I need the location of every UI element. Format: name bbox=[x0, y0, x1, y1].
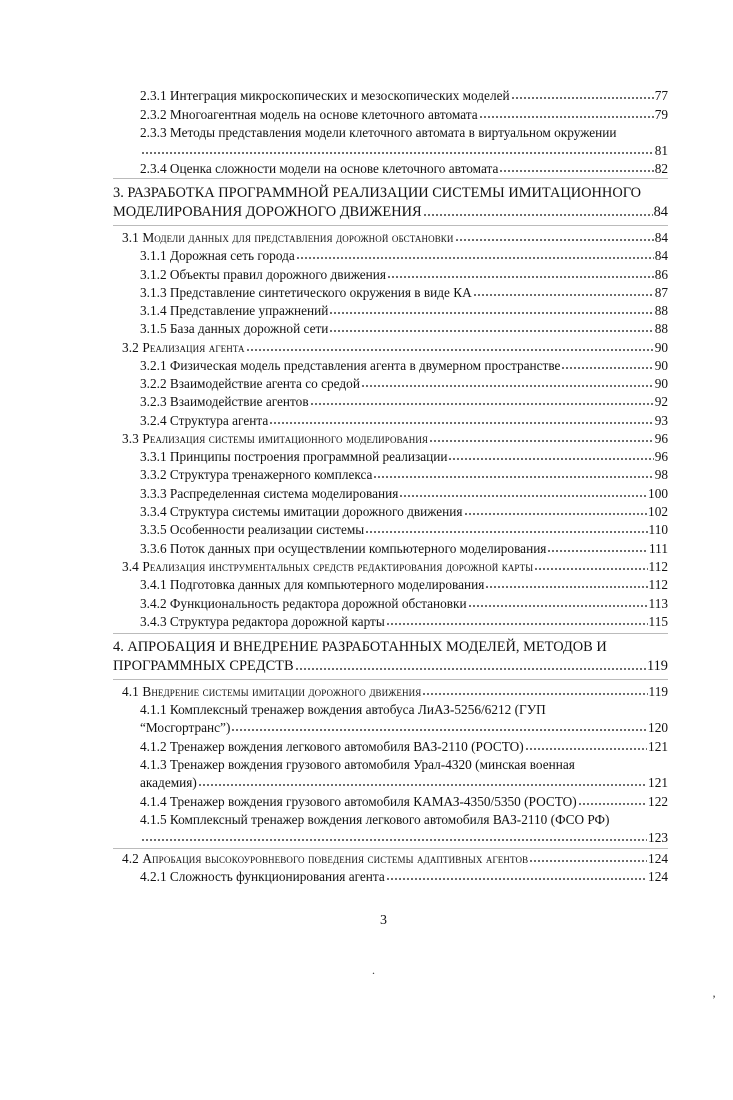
toc-entry[interactable] bbox=[140, 302, 668, 319]
toc-entry-page: 98 bbox=[654, 467, 668, 482]
toc-entry-page: 119 bbox=[646, 658, 668, 674]
toc-entry-title: 3.2.1 Физическая модель представления агента в двумерном пространстве bbox=[140, 358, 561, 373]
toc-entry-title: МОДЕЛИРОВАНИЯ ДОРОЖНОГО ДВИЖЕНИЯ bbox=[113, 204, 422, 220]
toc-entry-title: 3.3.3 Распределенная система моделирования bbox=[140, 486, 399, 501]
toc-entry-title: 3.1.5 База данных дорожной сети bbox=[140, 321, 329, 336]
toc-entry-page: 79 bbox=[654, 107, 668, 122]
toc-entry[interactable] bbox=[140, 774, 668, 791]
toc-entry[interactable] bbox=[140, 868, 668, 885]
toc-entry-page: 123 bbox=[648, 830, 668, 845]
toc-entry-title: 3.2.2 Взаимодействие агента со средой bbox=[140, 376, 360, 391]
section-separator bbox=[113, 679, 668, 680]
toc-entry[interactable] bbox=[140, 719, 668, 736]
toc-leader-dots bbox=[479, 115, 654, 119]
toc-entry-title: 3.2.3 Взаимодействие агентов bbox=[140, 394, 309, 409]
toc-entry-page: 115 bbox=[648, 614, 668, 629]
toc-leader-dots bbox=[534, 567, 647, 571]
toc-leader-dots bbox=[448, 457, 653, 461]
toc-entry[interactable] bbox=[140, 357, 668, 374]
toc-entry-title-line1: 4.1.5 Комплексный тренажер вождения легкового автомобиля ВАЗ-2110 (ФСО РФ) bbox=[140, 812, 610, 827]
toc-entry[interactable] bbox=[140, 106, 668, 123]
toc-leader-dots bbox=[455, 238, 654, 242]
toc-entry[interactable] bbox=[140, 160, 668, 177]
toc-entry[interactable] bbox=[140, 503, 668, 520]
toc-leader-dots bbox=[231, 728, 647, 732]
toc-entry-title: 3.1.3 Представление синтетического окружения в виде КА bbox=[140, 285, 472, 300]
toc-entry[interactable] bbox=[140, 595, 668, 612]
toc-leader-dots bbox=[246, 348, 654, 352]
toc-entry[interactable] bbox=[140, 247, 668, 264]
toc-leader-dots bbox=[386, 622, 648, 626]
toc-entry-page: 88 bbox=[654, 321, 668, 336]
toc-entry-page: 124 bbox=[648, 851, 668, 866]
toc-leader-dots bbox=[485, 585, 647, 589]
toc-entry-title: 3.3.6 Поток данных при осуществлении компьютерного моделирования bbox=[140, 541, 547, 556]
section-separator bbox=[113, 225, 668, 226]
toc-leader-dots bbox=[269, 421, 653, 425]
toc-leader-dots bbox=[561, 366, 653, 370]
toc-entry-title: ПРОГРАММНЫХ СРЕДСТВ bbox=[113, 658, 294, 674]
toc-entry-page: 90 bbox=[654, 358, 668, 373]
toc-leader-dots bbox=[547, 549, 648, 553]
chapter-title-line1: 4. АПРОБАЦИЯ И ВНЕДРЕНИЕ РАЗРАБОТАННЫХ МОДЕЛЕЙ, МЕТОДОВ И bbox=[113, 639, 607, 655]
toc-entry-page: 119 bbox=[648, 684, 668, 699]
toc-leader-dots bbox=[141, 151, 654, 155]
toc-entry-title: 2.3.2 Многоагентная модель на основе клеточного автомата bbox=[140, 107, 478, 122]
toc-entry-page: 86 bbox=[654, 267, 668, 282]
toc-section-entry[interactable] bbox=[122, 850, 668, 867]
toc-entry-page: 122 bbox=[648, 794, 668, 809]
toc-leader-dots bbox=[429, 439, 654, 443]
toc-entry-page: 112 bbox=[648, 559, 668, 574]
toc-entry-title: 3.1.1 Дорожная сеть города bbox=[140, 248, 295, 263]
toc-leader-dots bbox=[468, 604, 648, 608]
toc-entry[interactable] bbox=[140, 284, 668, 301]
toc-entry-title: 3.3.5 Особенности реализации системы bbox=[140, 522, 365, 537]
toc-leader-dots bbox=[511, 96, 654, 100]
toc-entry-title: 3.3 Реализация системы имитационного моделирования bbox=[122, 431, 429, 446]
toc-entry[interactable] bbox=[140, 540, 668, 557]
toc-entry-title: 3.3.1 Принципы построения программной реализации bbox=[140, 449, 448, 464]
toc-entry-title: 2.3.4 Оценка сложности модели на основе клеточного автомата bbox=[140, 161, 499, 176]
toc-entry-page: 120 bbox=[648, 720, 668, 735]
toc-entry-page: 87 bbox=[654, 285, 668, 300]
toc-leader-dots bbox=[386, 877, 647, 881]
toc-entry-title: 4.2 Апробация высокоуровневого поведения системы адаптивных агентов bbox=[122, 851, 529, 866]
section-separator bbox=[113, 848, 668, 849]
toc-entry[interactable] bbox=[140, 142, 668, 159]
toc-entry-page: 81 bbox=[654, 143, 668, 158]
toc-entry-title: “Мосгортранс”) bbox=[140, 720, 231, 735]
toc-entry-page: 100 bbox=[648, 486, 668, 501]
toc-entry-page: 93 bbox=[654, 413, 668, 428]
scan-speck: ’ bbox=[712, 992, 716, 1006]
toc-leader-dots bbox=[399, 494, 647, 498]
toc-leader-dots bbox=[296, 256, 654, 260]
toc-leader-dots bbox=[295, 667, 646, 671]
toc-entry-title: 3.4.2 Функциональность редактора дорожной обстановки bbox=[140, 596, 467, 611]
toc-entry[interactable] bbox=[140, 613, 668, 630]
toc-entry-title: 3.1 Модели данных для представления дорожной обстановки bbox=[122, 230, 454, 245]
toc-entry-title: 3.1.4 Представление упражнений bbox=[140, 303, 329, 318]
chapter-title-line1: 3. РАЗРАБОТКА ПРОГРАММНОЙ РЕАЛИЗАЦИИ СИСТЕМЫ ИМИТАЦИОННОГО bbox=[113, 185, 642, 201]
toc-leader-dots bbox=[141, 838, 647, 842]
toc-leader-dots bbox=[499, 169, 653, 173]
toc-leader-dots bbox=[464, 512, 648, 516]
toc-entry-title: 4.1.2 Тренажер вождения легкового автомобиля ВАЗ-2110 (РОСТО) bbox=[140, 739, 524, 754]
toc-entry[interactable] bbox=[140, 266, 668, 283]
toc-leader-dots bbox=[473, 293, 654, 297]
toc-entry-page: 124 bbox=[648, 869, 668, 884]
toc-entry-title: 3.3.4 Структура системы имитации дорожного движения bbox=[140, 504, 463, 519]
toc-entry-page: 96 bbox=[654, 431, 668, 446]
toc-section-entry[interactable] bbox=[122, 683, 668, 700]
toc-leader-dots bbox=[329, 311, 653, 315]
toc-leader-dots bbox=[578, 802, 647, 806]
toc-entry-title: 4.2.1 Сложность функционирования агента bbox=[140, 869, 385, 884]
page-number: 3 bbox=[380, 913, 387, 928]
toc-entry-page: 84 bbox=[654, 248, 668, 263]
toc-leader-dots bbox=[423, 213, 653, 217]
toc-entry[interactable] bbox=[140, 393, 668, 410]
toc-section-entry[interactable] bbox=[122, 229, 668, 246]
toc-entry-page: 84 bbox=[653, 204, 668, 220]
toc-entry-title-line1: 4.1.1 Комплексный тренажер вождения автобуса ЛиАЗ-5256/6212 (ГУП bbox=[140, 702, 546, 717]
toc-leader-dots bbox=[525, 747, 647, 751]
toc-leader-dots bbox=[198, 783, 647, 787]
toc-entry-page: 96 bbox=[654, 449, 668, 464]
toc-leader-dots bbox=[387, 275, 654, 279]
toc-entry-title: 3.4 Реализация инструментальных средств редактирования дорожной карты bbox=[122, 559, 534, 574]
toc-entry-page: 88 bbox=[654, 303, 668, 318]
toc-entry-page: 102 bbox=[648, 504, 668, 519]
toc-entry-page: 121 bbox=[648, 739, 668, 754]
toc-leader-dots bbox=[529, 859, 647, 863]
toc-entry-title: 3.4.3 Структура редактора дорожной карты bbox=[140, 614, 385, 629]
toc-entry-title: 3.1.2 Объекты правил дорожного движения bbox=[140, 267, 386, 282]
toc-entry-title-line1: 4.1.3 Тренажер вождения грузового автомобиля Урал-4320 (минская военная bbox=[140, 757, 575, 772]
toc-entry-page: 82 bbox=[654, 161, 668, 176]
toc-leader-dots bbox=[365, 530, 647, 534]
toc-entry-title: 3.2.4 Структура агента bbox=[140, 413, 269, 428]
toc-entry-page: 90 bbox=[654, 340, 668, 355]
toc-entry-page: 90 bbox=[654, 376, 668, 391]
toc-entry-title: 3.2 Реализация агента bbox=[122, 340, 245, 355]
toc-entry-title: 4.1 Внедрение системы имитации дорожного движения bbox=[122, 684, 422, 699]
toc-entry-title: академия) bbox=[140, 775, 197, 790]
toc-entry-page: 111 bbox=[649, 541, 668, 556]
toc-section-entry[interactable] bbox=[122, 339, 668, 356]
toc-leader-dots bbox=[373, 475, 653, 479]
toc-chapter-entry[interactable] bbox=[113, 203, 668, 221]
toc-section-entry[interactable] bbox=[122, 558, 668, 575]
toc-entry-page: 121 bbox=[648, 775, 668, 790]
toc-entry[interactable] bbox=[140, 829, 668, 846]
toc-entry[interactable] bbox=[140, 576, 668, 593]
toc-leader-dots bbox=[361, 384, 654, 388]
toc-entry-title: 4.1.4 Тренажер вождения грузового автомобиля КАМАЗ-4350/5350 (РОСТО) bbox=[140, 794, 577, 809]
toc-entry-page: 92 bbox=[654, 394, 668, 409]
toc-section-entry[interactable] bbox=[122, 430, 668, 447]
toc-entry[interactable] bbox=[140, 448, 668, 465]
toc-entry-page: 112 bbox=[648, 577, 668, 592]
toc-entry[interactable] bbox=[140, 521, 668, 538]
toc-entry[interactable] bbox=[140, 793, 668, 810]
toc-leader-dots bbox=[310, 402, 654, 406]
section-separator bbox=[113, 633, 668, 634]
toc-entry[interactable] bbox=[140, 412, 668, 429]
toc-entry[interactable] bbox=[140, 320, 668, 337]
toc-entry-page: 84 bbox=[654, 230, 668, 245]
toc-entry-title: 3.3.2 Структура тренажерного комплекса bbox=[140, 467, 373, 482]
toc-entry[interactable] bbox=[140, 466, 668, 483]
scan-speck: . bbox=[372, 963, 375, 977]
toc-entry-title: 3.4.1 Подготовка данных для компьютерного моделирования bbox=[140, 577, 485, 592]
toc-entry[interactable] bbox=[140, 485, 668, 502]
section-separator bbox=[113, 178, 668, 179]
toc-entry[interactable] bbox=[140, 87, 668, 104]
toc-entry-title-line1: 2.3.3 Методы представления модели клеточного автомата в виртуальном окружении bbox=[140, 125, 617, 140]
toc-entry-title: 2.3.1 Интеграция микроскопических и мезоскопических моделей bbox=[140, 88, 510, 103]
toc-entry[interactable] bbox=[140, 738, 668, 755]
toc-chapter-entry[interactable] bbox=[113, 657, 668, 675]
toc-entry-page: 77 bbox=[654, 88, 668, 103]
toc-entry-page: 113 bbox=[648, 596, 668, 611]
toc-entry-page: 110 bbox=[648, 522, 668, 537]
toc-leader-dots bbox=[329, 329, 653, 333]
toc-entry[interactable] bbox=[140, 375, 668, 392]
toc-leader-dots bbox=[422, 692, 647, 696]
